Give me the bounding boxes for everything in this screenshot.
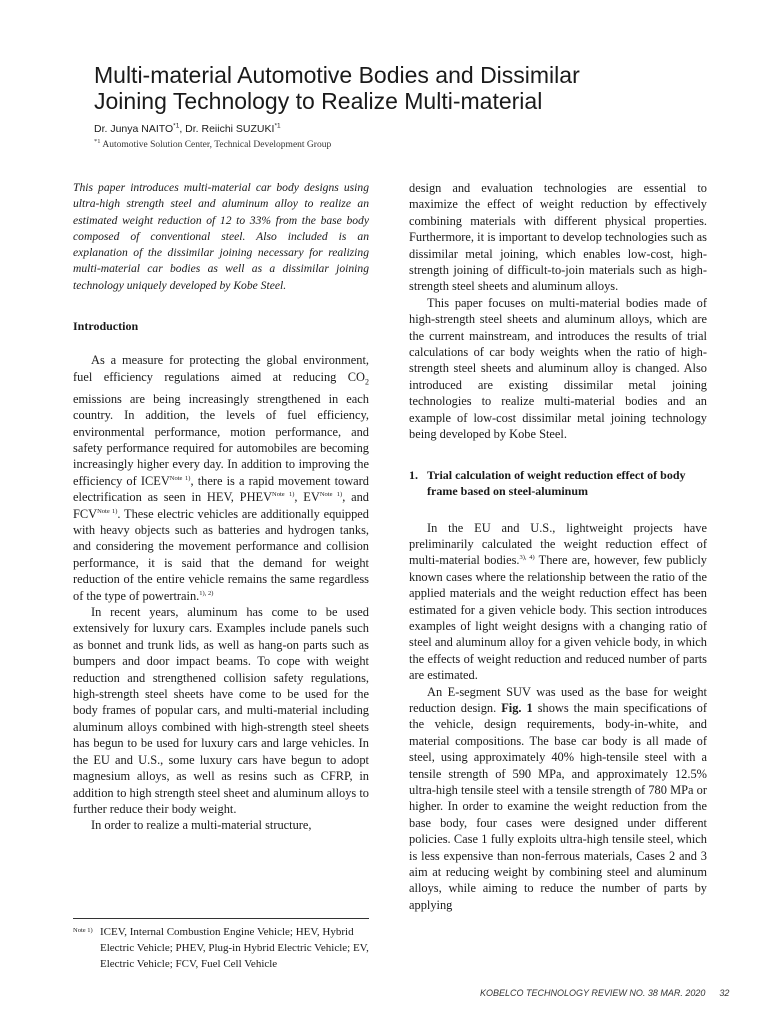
- author-1-mark: *1: [173, 122, 180, 130]
- section-1-title: Trial calculation of weight reduction effect of body frame based on steel-aluminum: [427, 467, 686, 498]
- citation-3-4: 3), 4): [519, 554, 535, 562]
- footnote-text: ICEV, Internal Combustion Engine Vehicle; HEV, Hybrid Electric Vehicle; PHEV, Plug-in Hybrid Electric Vehicle; EV, Electric Vehicle; FCV, Fuel Cell Vehicle: [100, 926, 369, 970]
- footnote: [73, 924, 369, 972]
- section-1-paragraph-1: [409, 520, 707, 684]
- intro-paragraph-3: In order to realize a multi-material structure,: [91, 818, 312, 833]
- s1-p1-text-a: In the EU and U.S., lightweight projects have preliminarily calculated the weight reduction effect of multi-material bodies.: [409, 520, 707, 568]
- footnote-mark: Note 1): [73, 927, 93, 934]
- journal-name: KOBELCO TECHNOLOGY REVIEW NO. 38 MAR. 2020: [480, 988, 706, 998]
- co2-subscript: 2: [365, 377, 369, 387]
- figure-1-reference[interactable]: Fig. 1: [501, 700, 533, 715]
- paper-title: [94, 62, 734, 114]
- section-1-heading: [409, 467, 707, 500]
- author-separator: ,: [179, 123, 186, 135]
- footnote-rule: [73, 918, 369, 919]
- note-ref-fcv: Note 1): [97, 507, 118, 515]
- introduction-heading: Introduction: [73, 319, 139, 334]
- intro-p1-text-c: , there is a rapid movement toward electrification as seen in HEV, PHEV: [73, 473, 369, 505]
- intro-p1-text-d: , EV: [294, 490, 320, 505]
- section-1-paragraph-2: [409, 684, 707, 914]
- author-2: Dr. Reiichi SUZUKI: [185, 123, 275, 135]
- s1-p2-text-a: An E-segment SUV was used as the base for weight reduction design.: [409, 684, 707, 715]
- page-footer: [480, 988, 729, 998]
- author-1: Dr. Junya NAITO: [94, 123, 174, 135]
- intro-p1-text-f: . These electric vehicles are additionally equipped with heavy objects such as batteries and hydrogen tanks, and considering the movement performance and collision performance, it is said that the demand for weight reduction of the entire vehicle remains the same regardless of the type of powertrain.: [73, 506, 369, 603]
- intro-paragraph-2: In recent years, aluminum has come to be used extensively for luxury cars. Examples include panels such as bonnet and trunk lids, as well as hang-on parts such as bumpers and door impact beams. To cope with weight reduction and strengthened collision safety regulations, high-strength steel sheets have come to be used for the body frames of popular cars, and multi-material including aluminum alloys combined with high-strength steel sheets has begun to be used for luxury cars and large vehicles. In the EU and U.S., some luxury cars have begun to adopt magnesium alloys, as well as resins such as CFRP, in addition to high strength steel sheet and aluminum alloys to further reduce their body weight.: [73, 605, 369, 816]
- affiliation: [94, 137, 332, 150]
- s1-p2-text-b: shows the main specifications of the vehicle, design requirements, body-in-white, and material compositions. The base car body is all made of steel, using approximately 40% high-tensile steel with a tensile strength of 590 MPa, and approximately 12.5% ultra-high tensile steel with a tensile strength of 780 MPa or higher. In order to examine the weight reduction from the base body, four cases were designed under different policies. Case 1 fully exploits ultra-high tensile steel, which is less expensive than non-ferrous materials, Cases 2 and 3 aim at reducing weight by combining steel and aluminum alloys, while aiming to reduce the number of parts by applying: [409, 700, 707, 912]
- right-paragraph-1: design and evaluation technologies are essential to maximize the effect of weight reduction by effectively combining materials with different physical properties. Furthermore, it is important to develop technologies such as dissimilar metal joining, which enables low-cost, high-strength joining of difficult-to-join materials such as high-strength steel sheets and aluminum alloys.: [409, 181, 707, 294]
- note-ref-ev: Note 1): [319, 491, 343, 499]
- title-line-2: Joining Technology to Realize Multi-material: [94, 88, 543, 114]
- left-column: [73, 180, 369, 834]
- s1-p1-text-b: There are, however, few publicly known cases where the relationship between the ratio of the applied materials and the weight reduction effect has been estimated for a given vehicle body. This section introduces examples of light weight designs with a changing ratio of steel and aluminum alloy for a given vehicle body, in which the effects of weight reduction and reduced number of parts are estimated.: [409, 553, 707, 683]
- note-ref-phev: Note 1): [272, 491, 295, 499]
- intro-paragraph-1: [73, 352, 369, 604]
- abstract: This paper introduces multi-material car body designs using ultra-high strength steel and aluminum alloy to realize an estimated weight reduction of 12 to 33% from the base body composed of conventional steel. Also included is an explanation of the dissimilar joining necessary for realizing multi-material car bodies as well as a dissimilar joining technology uniquely developed by Kobe Steel.: [73, 181, 369, 292]
- affiliation-mark: *1: [94, 137, 101, 145]
- intro-p1-text-e: , and FCV: [73, 490, 369, 521]
- note-ref-icev: Note 1): [169, 474, 191, 482]
- page-number: 32: [719, 988, 730, 998]
- intro-p1-text-a: As a measure for protecting the global environment, fuel efficiency regulations aimed at reducing CO: [73, 353, 369, 384]
- right-paragraph-2: This paper focuses on multi-material bodies made of high-strength steel sheets and aluminum alloys, which are the current mainstream, and introduces the results of trial calculations of car body weights when the ratio of high-strength steel sheets and aluminum alloy is changed. Also introduced are existing dissimilar metal joining technologies to realize multi-material bodies and an example of low-cost dissimilar metal joining technology being developed by Kobe Steel.: [409, 295, 707, 442]
- right-column: [409, 180, 707, 913]
- section-1-number: 1.: [409, 467, 418, 482]
- title-line-1: Multi-material Automotive Bodies and Dissimilar: [94, 62, 580, 88]
- author-line: [94, 123, 281, 135]
- affiliation-text: Automotive Solution Center, Technical Development Group: [102, 140, 332, 150]
- author-2-mark: *1: [274, 122, 281, 130]
- citation-1-2: 1), 2): [199, 589, 214, 597]
- intro-p1-text-b: emissions are being increasingly strengthened in each country. In addition, the levels of fuel efficiency, environmental performance, motion performance, and safety performance required for automobiles are becoming increasingly higher every day. In addition to improving the efficiency of ICEV: [73, 391, 369, 488]
